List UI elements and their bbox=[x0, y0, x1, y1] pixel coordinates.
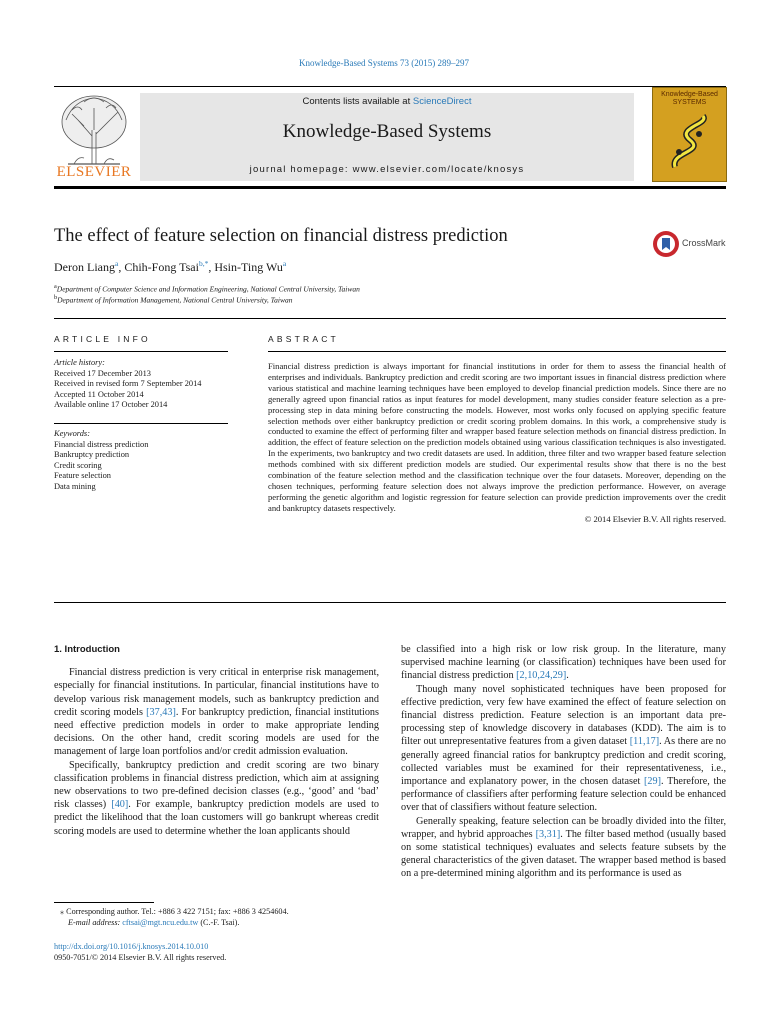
affil-sup: b bbox=[54, 294, 58, 301]
homepage-url[interactable]: www.elsevier.com/locate/knosys bbox=[352, 164, 525, 175]
history-label: Article history: bbox=[54, 358, 105, 367]
affil-sup: a bbox=[54, 283, 57, 290]
contents-prefix: Contents lists available at bbox=[302, 96, 413, 107]
author-affil-sup[interactable]: a bbox=[114, 259, 119, 268]
section-rule bbox=[54, 602, 726, 603]
keyword: Credit scoring bbox=[54, 460, 102, 470]
paragraph: Financial distress prediction is very critical in enterprise risk management, especially for financial institutions. In particular, financial institutions have to develop various risk management models, such as bankruptcy prediction and credit scoring models [37,43]. For bankruptcy prediction, financial institutions need effective prediction models in order to make appropriate lending decisions. On the other hand, credit scoring models are used for the management of large loan portfolios and/or credit admission evaluation. bbox=[54, 667, 379, 758]
author-name[interactable]: Hsin-Ting Wu bbox=[214, 260, 283, 274]
keywords-label: Keywords: bbox=[54, 429, 90, 438]
email-note: E-mail address: cftsai@mgt.ncu.edu.tw (C.-F. Tsai). bbox=[68, 918, 240, 928]
history-item: Received 17 December 2013 bbox=[54, 368, 151, 378]
contents-line bbox=[140, 96, 634, 107]
footnotes bbox=[54, 906, 384, 929]
issn-line: 0950-7051/© 2014 Elsevier B.V. All rights reserved. bbox=[54, 953, 227, 963]
keyword: Financial distress prediction bbox=[54, 439, 149, 449]
citation-link[interactable]: [37,43] bbox=[146, 706, 176, 718]
journal-title: Knowledge-Based Systems bbox=[282, 121, 492, 142]
affiliation bbox=[54, 283, 360, 294]
crossmark-label: CrossMark bbox=[682, 238, 726, 248]
paragraph: Though many novel sophisticated techniques have been proposed for effective prediction, very few have examined the effect of feature selection on financial distress prediction. Feature selection is an important data pre-processing step of knowledge discovery in databases (KDD). The aim is to filter out unrepresentative features from a given dataset [11,17]. As there are no generally agreed financial ratios for bankruptcy prediction and credit scoring, collected variables must be examined for their representativeness, i.e., importance and explanatory power, in the chosen dataset [29]. Therefore, the performance of classifiers after performing feature selection could be enhanced over that of classifiers without feature selection. bbox=[401, 683, 726, 814]
cover-art-icon bbox=[665, 112, 715, 174]
keyword: Bankruptcy prediction bbox=[54, 450, 130, 460]
doi-link[interactable]: http://dx.doi.org/10.1016/j.knosys.2014.10.010 bbox=[54, 942, 209, 951]
body-right-column bbox=[401, 643, 726, 881]
info-rule bbox=[54, 423, 228, 424]
publisher-name: ELSEVIER bbox=[56, 164, 132, 180]
doi-block bbox=[54, 941, 384, 964]
history-item: Accepted 11 October 2014 bbox=[54, 389, 144, 399]
keywords bbox=[54, 429, 234, 493]
elsevier-logo[interactable] bbox=[54, 90, 134, 180]
footnote-rule bbox=[54, 902, 154, 903]
paper-title: The effect of feature selection on financial distress prediction bbox=[54, 226, 508, 246]
section-rule bbox=[54, 318, 726, 319]
article-info-heading: ARTICLE INFO bbox=[54, 334, 151, 344]
sciencedirect-link[interactable]: ScienceDirect bbox=[412, 96, 472, 107]
author-affil-sup[interactable]: b,* bbox=[198, 259, 209, 268]
cover-title: Knowledge-Based SYSTEMS bbox=[661, 91, 718, 106]
header-rule-bottom bbox=[54, 186, 726, 189]
history-item: Available online 17 October 2014 bbox=[54, 400, 168, 410]
body-left-column bbox=[54, 643, 379, 838]
author-affil-sup[interactable]: a bbox=[282, 259, 287, 268]
journal-citation[interactable]: Knowledge-Based Systems 73 (2015) 289–297 bbox=[299, 58, 469, 68]
paragraph: Specifically, bankruptcy prediction and credit scoring are two binary classification problems in financial distress prediction, which aim at assigning new observations to two pre-defined decision classes (e.g., ‘good’ and ‘bad’ risk classes) [40]. For example, bankruptcy prediction models are used to predict the likelihood that the loan customers will go bankrupt whereas credit scoring models are used to determine whether the loan applicants should bbox=[54, 759, 379, 837]
citation-link[interactable]: [3,31] bbox=[535, 828, 561, 840]
abstract-rule bbox=[268, 351, 726, 352]
author-list: Deron Liang$^a$, Chih-Fong Tsai$^{b,*}$, Hsin-Ting Wu$^a$ bbox=[54, 259, 287, 274]
crossmark-badge[interactable] bbox=[652, 229, 732, 261]
paragraph: Generally speaking, feature selection can be broadly divided into the filter, wrapper, and hybrid approaches [3,31]. The filter based method (usually based on some statistical techniques) evaluates and selects feature subsets by the general characteristics of the given dataset. The wrapper based method is based on a pre-determined mining algorithm and its performance is used as bbox=[401, 815, 726, 880]
citation-link[interactable]: [11,17] bbox=[629, 736, 660, 748]
section-heading: 1. Introduction bbox=[54, 644, 120, 655]
info-rule bbox=[54, 351, 228, 352]
corresponding-author-note: ⁎ Corresponding author. Tel.: +886 3 422 7151; fax: +886 3 4254604. bbox=[60, 907, 289, 916]
email-link[interactable]: cftsai@mgt.ncu.edu.tw bbox=[122, 918, 199, 928]
paragraph: be classified into a high risk or low risk group. In the literature, many supervised machine learning (or classification) techniques have been used for financial distress prediction [2,10,24,29]. bbox=[401, 644, 726, 682]
citation-link[interactable]: [2,10,24,29] bbox=[516, 670, 567, 682]
author-name[interactable]: Deron Liang bbox=[54, 260, 115, 274]
author-name[interactable]: Chih-Fong Tsai bbox=[124, 260, 199, 274]
abstract-heading: ABSTRACT bbox=[268, 334, 339, 344]
abstract-text bbox=[268, 361, 726, 525]
affiliation bbox=[54, 294, 292, 305]
crossmark-icon bbox=[652, 229, 680, 259]
abstract-body: Financial distress prediction is always important for financial institutions in order for them to assess the financial health of enterprises and individuals. Bankruptcy prediction and credit scoring are two important issues in financial distress prediction where various statistical and machine learning techniques have been employed to develop financial prediction models. Since there are no generally agreed upon financial ratios as input features for model development, many studies consider feature selection as a pre-processing step in data mining before constructing the models. However, most works only focused on applying specific feature selection methods over either bankruptcy prediction or credit scoring problem domains. In this work, a comprehensive study is conducted to examine the effect of performing filter and wrapper based feature selection methods on financial distress prediction. In addition, the effect of feature selection on the prediction models obtained using various classification techniques is also investigated. In the experiments, two bankruptcy and two credit datasets are used. In addition, three filter and two wrapper based feature selection methods combined with six different prediction models are studied. Our experimental results show that there is no the best combination of the feature selection method and the classification technique over the four datasets. Moreover, depending on the chosen techniques, performing feature selection does not always improve the prediction performance. However, on average performing the genetic algorithm and logistic regression for feature selection can provide prediction improvements over the credit and bankruptcy datasets respectively. bbox=[268, 361, 726, 513]
homepage-prefix: journal homepage: bbox=[249, 164, 353, 175]
citation-link[interactable]: [40] bbox=[111, 799, 129, 811]
affil-text: Department of Computer Science and Information Engineering, National Central University, Taiwan bbox=[56, 284, 360, 294]
header-rule-top bbox=[54, 86, 726, 87]
history-item: Received in revised form 7 September 2014 bbox=[54, 379, 202, 389]
journal-homepage bbox=[140, 164, 634, 175]
abstract-copyright: © 2014 Elsevier B.V. All rights reserved. bbox=[584, 513, 726, 524]
journal-banner bbox=[140, 93, 634, 181]
keyword: Data mining bbox=[54, 481, 96, 491]
journal-cover[interactable] bbox=[652, 87, 727, 182]
keyword: Feature selection bbox=[54, 471, 111, 481]
citation-link[interactable]: [29] bbox=[644, 776, 662, 788]
article-history bbox=[54, 358, 234, 411]
affil-text: Department of Information Management, National Central University, Taiwan bbox=[57, 295, 293, 305]
